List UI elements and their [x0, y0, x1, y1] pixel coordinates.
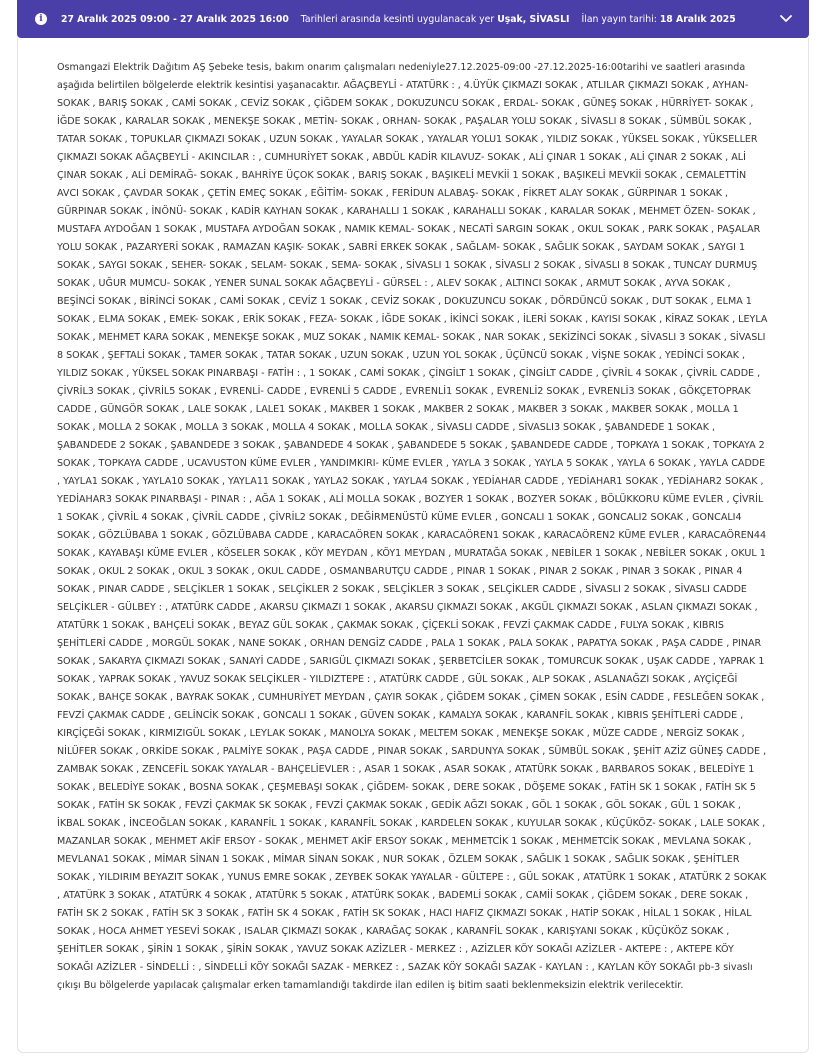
outage-header-bar[interactable] [17, 0, 809, 38]
location-name: Uşak, SİVASLI [497, 13, 570, 25]
announcement-text: Osmangazi Elektrik Dağıtım AŞ Şebeke tesis, bakım onarım çalışmaları nedeniyle27.12.2025-09:00 -27.12.2025-16:00tarihi ve saatleri arasında aşağıda belirtilen bölgelerde elektrik kesintisi yaşanacaktır. AĞAÇBEYLİ - ATATÜRK : , 4.ÜYÜK ÇIKMAZI SOKAK , ATLILAR ÇIKMAZI SOKAK , AYHAN- SOKAK , BARIŞ SOKAK , CAMİ SOKAK , CEVİZ SOKAK , ÇİĞDEM SOKAK , DOKUZUNCU SOKAK , ERDAL- SOKAK , GÜNEŞ SOKAK , HÜRRİYET- SOKAK , İĞDE SOKAK , KARALAR SOKAK , MENEKŞE SOKAK , METİN- SOKAK , ORHAN- SOKAK , PAŞALAR YOLU SOKAK , SİVASLI 8 SOKAK , SÜMBÜL SOKAK , TATAR SOKAK , TOPUKLAR ÇIKMAZI SOKAK , UZUN SOKAK , YAYALAR SOKAK , YAYALAR YOLU1 SOKAK , YILDIZ SOKAK , YÜKSEL SOKAK , YÜKSELLER ÇIKMAZI SOKAK AĞAÇBEYLİ - AKINCILAR : , CUMHURİYET SOKAK , ABDÜL KADİR KILAVUZ- SOKAK , ALİ ÇINAR 1 SOKAK , ALİ ÇINAR 2 SOKAK , ALİ ÇINAR SOKAK , ALİ DEMİRAĞ- SOKAK , BAHRİYE ÜÇOK SOKAK , BARIŞ SOKAK , BAŞIKELİ MEVKİİ 1 SOKAK , BAŞIKELİ MEVKİİ SOKAK , CEMALETTİN AVCI SOKAK , ÇAVDAR SOKAK , ÇETİN EMEÇ SOKAK , EĞİTİM- SOKAK , FERİDUN ALABAŞ- SOKAK , FİKRET ALAY SOKAK , GÜRPINAR 1 SOKAK , GÜRPINAR SOKAK , İNÖNÜ- SOKAK , KADİR KAYHAN SOKAK , KARAHALLI 1 SOKAK , KARAHALLI SOKAK , KARALAR SOKAK , MEHMET ÖZEN- SOKAK , MUSTAFA AYDOĞAN 1 SOKAK , MUSTAFA AYDOĞAN SOKAK , NAMIK KEMAL- SOKAK , NECATİ SARGIN SOKAK , OKUL SOKAK , PARK SOKAK , PAŞALAR YOLU SOKAK , PAZARYERİ SOKAK , RAMAZAN KAŞIK- SOKAK , SABRİ ERKEK SOKAK , SAĞLAM- SOKAK , SAĞLIK SOKAK , SAYDAM SOKAK , SAYGI 1 SOKAK , SAYGI SOKAK , SEHER- SOKAK , SELAM- SOKAK , SEMA- SOKAK , SİVASLI 1 SOKAK , SİVASLI 2 SOKAK , SİVASLI 8 SOKAK , TUNCAY DURMUŞ SOKAK , UĞUR MUMCU- SOKAK , YENER SUNAL SOKAK AĞAÇBEYLİ - GÜRSEL : , ALEV SOKAK , ALTINCI SOKAK , ARMUT SOKAK , AYVA SOKAK , BEŞİNCİ SOKAK , BİRİNCİ SOKAK , CAMİ SOKAK , CEVİZ 1 SOKAK , CEVİZ SOKAK , DOKUZUNCU SOKAK , DÖRDÜNCÜ SOKAK , DUT SOKAK , ELMA 1 SOKAK , ELMA SOKAK , EMEK- SOKAK , ERİK SOKAK , FEZA- SOKAK , İĞDE SOKAK , İKİNCİ SOKAK , İLERİ SOKAK , KAYISI SOKAK , KİRAZ SOKAK , LEYLA SOKAK , MEHMET KARA SOKAK , MENEKŞE SOKAK , MUZ SOKAK , NAMIK KEMAL- SOKAK , NAR SOKAK , SEKİZİNCİ SOKAK , SİVASLI 3 SOKAK , SİVASLI 8 SOKAK , ŞEFTALİ SOKAK , TAMER SOKAK , TATAR SOKAK , UZUN SOKAK , UZUN YOL SOKAK , ÜÇÜNCÜ SOKAK , VİŞNE SOKAK , YEDİNCİ SOKAK , YILDIZ SOKAK , YÜKSEL SOKAK PINARBAŞI - FATİH : , 1 SOKAK , CAMİ SOKAK , ÇİNGİLT 1 SOKAK , ÇİNGİLT CADDE , ÇİVRİL 4 SOKAK , ÇİVRİL CADDE , ÇİVRİL3 SOKAK , ÇİVRİL5 SOKAK , EVRENLİ- CADDE , EVRENLİ 5 CADDE , EVRENLİ1 SOKAK , EVRENLİ2 SOKAK , EVRENLİ3 SOKAK , GÖKÇETOPRAK CADDE , GÜNGÖR SOKAK , LALE SOKAK , LALE1 SOKAK , MAKBER 1 SOKAK , MAKBER 2 SOKAK , MAKBER 3 SOKAK , MAKBER SOKAK , MOLLA 1 SOKAK , MOLLA 2 SOKAK , MOLLA 3 SOKAK , MOLLA 4 SOKAK , MOLLA SOKAK , SİVASLI CADDE , SİVASLI3 SOKAK , ŞABANDEDE 1 SOKAK , ŞABANDEDE 2 SOKAK , ŞABANDEDE 3 SOKAK , ŞABANDEDE 4 SOKAK , ŞABANDEDE 5 SOKAK , ŞABANDEDE CADDE , TOPKAYA 1 SOKAK , TOPKAYA 2 SOKAK , TOPKAYA CADDE , UCAVUSTON KÜME EVLER , YANDIMKIRI- KÜME EVLER , YAYLA 3 SOKAK , YAYLA 5 SOKAK , YAYLA 6 SOKAK , YAYLA CADDE , YAYLA1 SOKAK , YAYLA10 SOKAK , YAYLA11 SOKAK , YAYLA2 SOKAK , YAYLA4 SOKAK , YEDİAHAR CADDE , YEDİAHAR1 SOKAK , YEDİAHAR2 SOKAK , YEDİAHAR3 SOKAK PINARBAŞI - PINAR : , AĞA 1 SOKAK , ALİ MOLLA SOKAK , BOZYER 1 SOKAK , BOZYER SOKAK , BÖLÜKKORU KÜME EVLER , ÇİVRİL 1 SOKAK , ÇİVRİL 4 SOKAK , ÇİVRİL CADDE , ÇİVRİL2 SOKAK , DEĞİRMENÜSTÜ KÜME EVLER , GONCALI 1 SOKAK , GONCALI2 SOKAK , GONCALI4 SOKAK , GÖZLÜBABA 1 SOKAK , GÖZLÜBABA CADDE , KARACAÖREN SOKAK , KARACAÖREN1 SOKAK , KARACAÖREN2 KÜME EVLER , KARACAÖREN44 SOKAK , KAYABAŞI KÜME EVLER , KÖSELER SOKAK , KÖY MEYDAN , KÖY1 MEYDAN , MURATAĞA SOKAK , NEBİLER 1 SOKAK , NEBİLER SOKAK , OKUL 1 SOKAK , OKUL 2 SOKAK , OKUL 3 SOKAK , OKUL CADDE , OSMANBARUTÇU CADDE , PINAR 1 SOKAK , PINAR 2 SOKAK , PINAR 3 SOKAK , PINAR 4 SOKAK , PINAR CADDE , SELÇİKLER 1 SOKAK , SELÇİKLER 2 SOKAK , SELÇİKLER 3 SOKAK , SELÇİKLER CADDE , SİVASLI 2 SOKAK , SİVASLI CADDE SELÇİKLER - GÜLBEY : , ATATÜRK CADDE , AKARSU ÇIKMAZI 1 SOKAK , AKARSU ÇIKMAZI SOKAK , AKGÜL ÇIKMAZI SOKAK , ASLAN ÇIKMAZI SOKAK , ATATÜRK 1 SOKAK , BAHÇELİ SOKAK , BEYAZ GÜL SOKAK , ÇAKMAK SOKAK , ÇİÇEKLİ SOKAK , FEVZİ ÇAKMAK CADDE , FULYA SOKAK , KIBRIS ŞEHİTLERİ CADDE , MORGÜL SOKAK , NANE SOKAK , ORHAN DENGİZ CADDE , PALA 1 SOKAK , PALA SOKAK , PAPATYA SOKAK , PAŞA CADDE , PINAR SOKAK , SAKARYA ÇIKMAZI SOKAK , SANAYİ CADDE , SARIGÜL ÇIKMAZI SOKAK , ŞERBETCİLER SOKAK , TOMURCUK SOKAK , UŞAK CADDE , YAPRAK 1 SOKAK , YAPRAK SOKAK , YAVUZ SOKAK SELÇİKLER - YILDIZTEPE : , ATATÜRK CADDE , GÜL SOKAK , ALP SOKAK , ASLANAĞZI SOKAK , AYÇİÇEĞİ SOKAK , BAHÇE SOKAK , BAYRAK SOKAK , CUMHURİYET MEYDAN , ÇAYIR SOKAK , ÇİĞDEM SOKAK , ÇİMEN SOKAK , ESİN CADDE , FESLEĞEN SOKAK , FEVZİ ÇAKMAK CADDE , GELİNCİK SOKAK , GONCALI 1 SOKAK , GÜVEN SOKAK , KAMALYA SOKAK , KARANFİL SOKAK , KIBRIS ŞEHİTLERİ CADDE , KIRÇİÇEĞİ SOKAK , KIRMIZIGÜL SOKAK , LEYLAK SOKAK , MANOLYA SOKAK , MELTEM SOKAK , MENEKŞE SOKAK , MÜZE CADDE , NERGİZ SOKAK , NİLÜFER SOKAK , ORKİDE SOKAK , PALMİYE SOKAK , PAŞA CADDE , PINAR SOKAK , SARDUNYA SOKAK , SÜMBÜL SOKAK , ŞEHİT AZİZ GÜNEŞ CADDE , ZAMBAK SOKAK , ZENCEFİL SOKAK YAYALAR - BAHÇELİEVLER : , ASAR 1 SOKAK , ASAR SOKAK , ATATÜRK SOKAK , BARBAROS SOKAK , BELEDİYE 1 SOKAK , BELEDİYE SOKAK , BOSNA SOKAK , ÇEŞMEBAŞI SOKAK , ÇİĞDEM- SOKAK , DERE SOKAK , DÖŞEME SOKAK , FATİH SK 1 SOKAK , FATİH SK 5 SOKAK , FATİH SK SOKAK , FEVZİ ÇAKMAK SK SOKAK , FEVZİ ÇAKMAK SOKAK , GEDİK AĞZI SOKAK , GÖL 1 SOKAK , GÖL SOKAK , GÜL 1 SOKAK , İKBAL SOKAK , İNCEOĞLAN SOKAK , KARANFİL 1 SOKAK , KARANFİL SOKAK , KARDELEN SOKAK , KUYULAR SOKAK , KÜÇÜKÖZ- SOKAK , LALE SOKAK , MAZANLAR SOKAK , MEHMET AKİF ERSOY - SOKAK , MEHMET AKİF ERSOY SOKAK , MEHMETCİK 1 SOKAK , MEHMETCİK SOKAK , MEVLANA SOKAK , MEVLANA1 SOKAK , MİMAR SİNAN 1 SOKAK , MİMAR SİNAN SOKAK , NUR SOKAK , ÖZLEM SOKAK , SAĞLIK 1 SOKAK , SAĞLIK SOKAK , ŞEHİTLER SOKAK , YILDIRIM BEYAZIT SOKAK , YUNUS EMRE SOKAK , ZEYBEK SOKAK YAYALAR - GÜLTEPE : , GÜL SOKAK , ATATÜRK 1 SOKAK , ATATÜRK 2 SOKAK , ATATÜRK 3 SOKAK , ATATÜRK 4 SOKAK , ATATÜRK 5 SOKAK , ATATÜRK SOKAK , BADEMLİ SOKAK , CAMİİ SOKAK , ÇİĞDEM SOKAK , DERE SOKAK , FATİH SK 2 SOKAK , FATİH SK 3 SOKAK , FATİH SK 4 SOKAK , FATİH SK SOKAK , HACI HAFIZ ÇIKMAZI SOKAK , HATİP SOKAK , HİLAL 1 SOKAK , HİLAL SOKAK , HOCA AHMET YESEVİ SOKAK , ISALAR ÇIKMAZI SOKAK , KARAĞAÇ SOKAK , KARANFİL SOKAK , KARIŞYANI SOKAK , KÜÇÜKÖZ SOKAK , ŞEHİTLER SOKAK , ŞİRİN 1 SOKAK , ŞİRİN SOKAK , YAVUZ SOKAK AZİZLER - MERKEZ : , AZİZLER KÖY SOKAĞI AZİZLER - AKTEPE : , AKTEPE KÖY SOKAĞI AZİZLER - SİNDELLİ : , SİNDELLİ KÖY SOKAĞI SAZAK - MERKEZ : , SAZAK KÖY SOKAĞI SAZAK - KAYLAN : , KAYLAN KÖY SOKAĞI pb-3 sivaslı çıkışı Bu bölgelerde yapılacak çalışmalar erken tamamlandığı takdirde ilan edilen iş bitim saati beklenmeksizin elektrik verilecektir. [57, 62, 768, 991]
chevron-down-icon[interactable] [775, 8, 797, 30]
location-line [301, 14, 570, 25]
date-range: 27 Aralık 2025 09:00 - 27 Aralık 2025 16:00 [61, 13, 289, 25]
publish-line [582, 14, 736, 25]
publish-prefix: İlan yayın tarihi: [581, 13, 657, 25]
header-summary [61, 14, 736, 25]
info-icon: i [35, 13, 47, 25]
location-prefix: Tarihleri arasında kesinti uygulanacak yer [300, 13, 495, 25]
publish-date: 18 Aralık 2025 [659, 13, 736, 25]
